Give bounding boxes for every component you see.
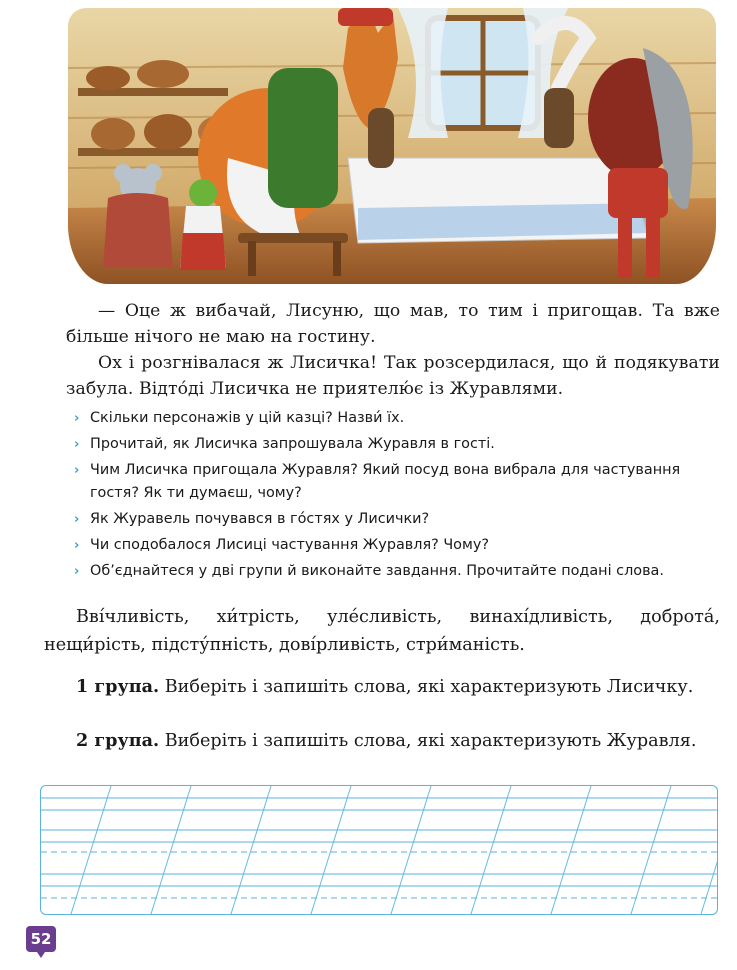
question-text: Скільки персонажів у цій казці? Назви́ їх. — [90, 410, 405, 426]
task-label: 1 група. — [76, 676, 160, 697]
task-text: Виберіть і запишіть слова, які характеризують Лисичку. — [159, 677, 694, 697]
handwriting-lines-icon — [41, 786, 717, 914]
question-item — [68, 407, 728, 430]
question-text: Прочитай, як Лисичка запрошувала Журавля в гості. — [90, 436, 495, 452]
task-group-1 — [44, 673, 720, 701]
story-illustration — [68, 8, 716, 284]
task-group-2 — [44, 727, 720, 755]
bullet-arrow-icon: › — [74, 437, 80, 452]
page-number-badge: 52 — [26, 926, 56, 952]
story-text: — Оце ж вибачай, Лисуню, що мав, то тим і пригощав. Та вже більше нічого не маю на гостину. — [66, 301, 720, 347]
question-text: Чим Лисичка пригощала Журавля? Який посуд вона вибрала для частування гостя? Як ти думаєш, чому? — [90, 462, 681, 501]
task-label: 2 група. — [76, 730, 160, 751]
question-item — [68, 433, 728, 456]
bullet-arrow-icon: › — [74, 564, 80, 579]
question-text: Чи сподобалося Лисиці частування Журавля? Чому? — [90, 537, 489, 553]
writing-area[interactable] — [40, 785, 718, 915]
story-paragraph-2 — [66, 350, 720, 402]
question-item — [68, 459, 728, 505]
question-item — [68, 508, 728, 531]
bullet-arrow-icon: › — [74, 538, 80, 553]
fox-crane-scene-icon — [68, 8, 716, 284]
story-text: Ох і розгнівалася ж Лисичка! Так розсердилася, що й подякувати забула. Відто́ді Лисичка не приятелю́є із Журавлями. — [66, 353, 720, 399]
questions-list — [68, 407, 728, 586]
question-item — [68, 560, 728, 583]
question-item — [68, 534, 728, 557]
bullet-arrow-icon: › — [74, 512, 80, 527]
task-text: Виберіть і запишіть слова, які характеризують Журавля. — [159, 731, 697, 751]
question-text: Об’єднайтеся у дві групи й виконайте завдання. Прочитайте подані слова. — [90, 563, 664, 579]
word-list — [44, 603, 720, 659]
story-paragraph-1 — [66, 298, 720, 350]
word-list-text: Вві́чливість, хи́трість, уле́сливість, винахі́дливість, доброта́, нещи́рість, підсту́пність, дові́рливість, стри́маність. — [44, 607, 720, 655]
bullet-arrow-icon: › — [74, 411, 80, 426]
question-text: Як Журавель почувався в го́стях у Лисички? — [90, 511, 430, 527]
bullet-arrow-icon: › — [74, 463, 80, 478]
